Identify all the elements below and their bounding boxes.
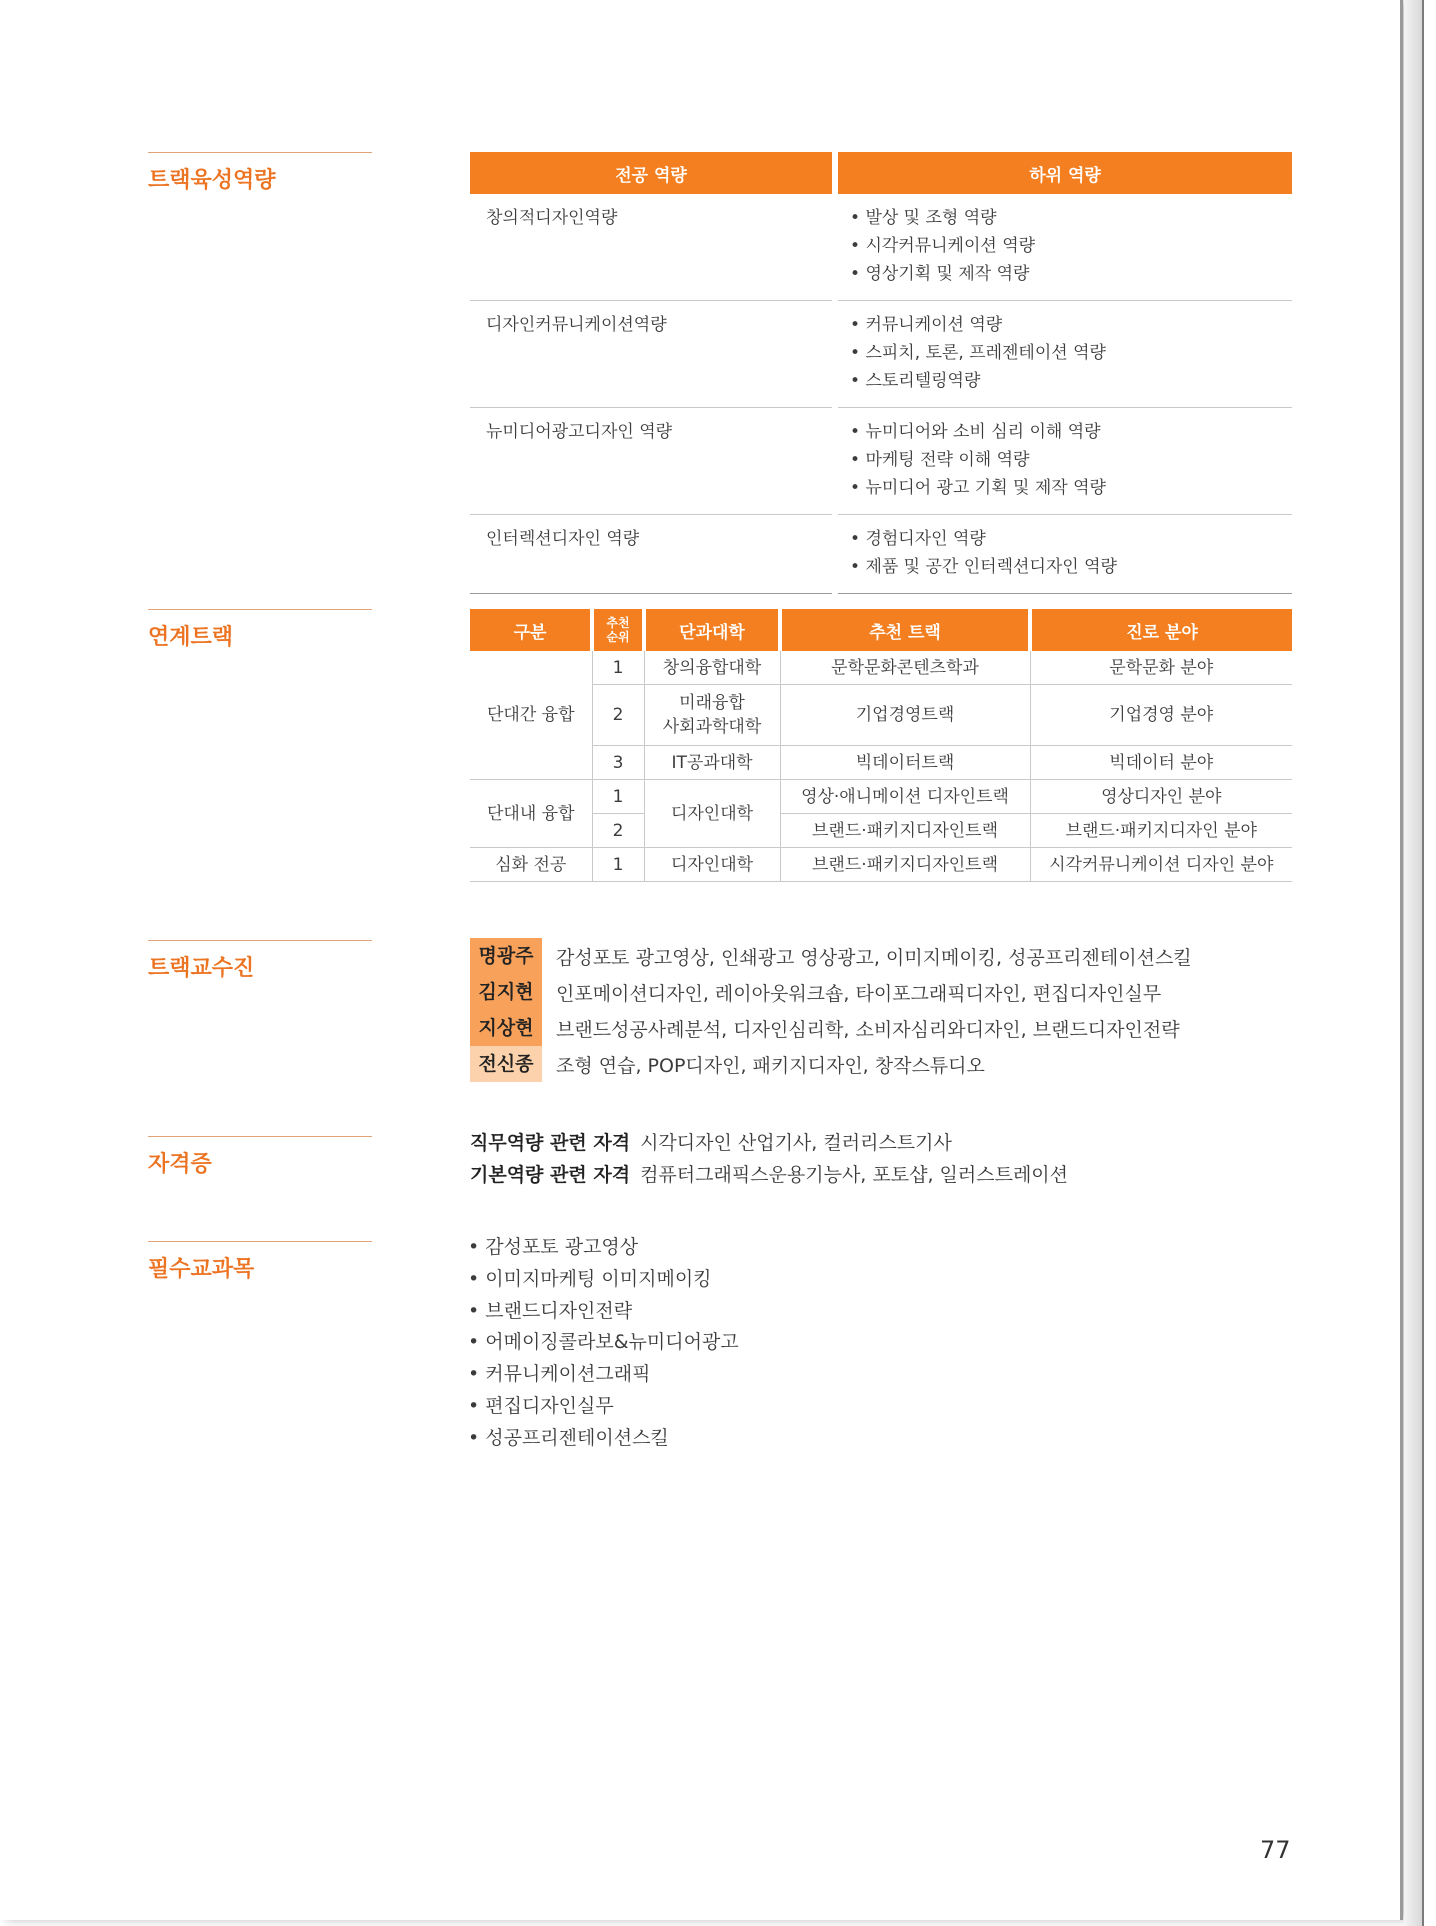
major-competency: 뉴미디어광고디자인 역량 bbox=[470, 408, 835, 515]
track-cell: 브랜드·패키지디자인트랙 bbox=[780, 848, 1030, 882]
career-cell: 시각커뮤니케이션 디자인 분야 bbox=[1030, 848, 1292, 882]
page-edge bbox=[1404, 0, 1424, 1926]
column-header: 하위 역량 bbox=[835, 152, 1292, 194]
group-cell: 심화 전공 bbox=[470, 848, 592, 882]
track-cell: 빅데이터트랙 bbox=[780, 746, 1030, 780]
column-header: 단과대학 bbox=[644, 609, 780, 651]
faculty-list bbox=[470, 938, 1192, 1082]
faculty-name: 김지현 bbox=[470, 974, 542, 1010]
certificate-label: 직무역량 관련 자격 bbox=[470, 1132, 631, 1154]
career-cell: 문학문화 분야 bbox=[1030, 651, 1292, 685]
college-cell: 창의융합대학 bbox=[644, 651, 780, 685]
career-cell: 기업경영 분야 bbox=[1030, 685, 1292, 746]
rank-cell: 3 bbox=[592, 746, 644, 780]
list-item: • 커뮤니케이션그래픽 bbox=[468, 1359, 739, 1391]
track-cell: 기업경영트랙 bbox=[780, 685, 1030, 746]
faculty-row bbox=[470, 1046, 1192, 1082]
rank-cell: 2 bbox=[592, 685, 644, 746]
column-header: 추천 순위 bbox=[592, 609, 644, 651]
table-row bbox=[470, 408, 1292, 515]
table-row bbox=[470, 848, 1292, 882]
rank-cell: 1 bbox=[592, 780, 644, 814]
required-courses-list bbox=[468, 1232, 739, 1455]
major-competency: 디자인커뮤니케이션역량 bbox=[470, 301, 835, 408]
faculty-courses: 조형 연습, POP디자인, 패키지디자인, 창작스튜디오 bbox=[556, 1054, 985, 1077]
sub-competencies: • 뉴미디어와 소비 심리 이해 역량 • 마케팅 전략 이해 역량 • 뉴미디어 광고 기획 및 제작 역량 bbox=[835, 408, 1292, 515]
certificate-row bbox=[470, 1127, 1068, 1159]
linked-tracks-table bbox=[470, 609, 1292, 882]
rank-cell: 1 bbox=[592, 848, 644, 882]
certificate-value: 시각디자인 산업기사, 컬러리스트기사 bbox=[640, 1132, 952, 1154]
career-cell: 빅데이터 분야 bbox=[1030, 746, 1292, 780]
career-cell: 영상디자인 분야 bbox=[1030, 780, 1292, 814]
track-cell: 영상·애니메이션 디자인트랙 bbox=[780, 780, 1030, 814]
faculty-courses: 브랜드성공사례분석, 디자인심리학, 소비자심리와디자인, 브랜드디자인전략 bbox=[556, 1018, 1180, 1041]
faculty-name: 명광주 bbox=[470, 938, 542, 974]
column-header: 전공 역량 bbox=[470, 152, 835, 194]
column-header: 구분 bbox=[470, 609, 592, 651]
major-competency: 창의적디자인역량 bbox=[470, 194, 835, 301]
section-title-certificates: 자격증 bbox=[148, 1136, 372, 1178]
list-item: • 편집디자인실무 bbox=[468, 1391, 739, 1423]
track-cell: 문학문화콘텐츠학과 bbox=[780, 651, 1030, 685]
group-cell: 단대간 융합 bbox=[470, 651, 592, 780]
certificate-row bbox=[470, 1159, 1068, 1191]
list-item: • 브랜드디자인전략 bbox=[468, 1296, 739, 1328]
faculty-courses: 감성포토 광고영상, 인쇄광고 영상광고, 이미지메이킹, 성공프리젠테이션스킬 bbox=[556, 946, 1192, 969]
column-header: 진로 분야 bbox=[1030, 609, 1292, 651]
section-title-linked-tracks: 연계트랙 bbox=[148, 609, 372, 651]
sub-competencies: • 발상 및 조형 역량 • 시각커뮤니케이션 역량 • 영상기획 및 제작 역량 bbox=[835, 194, 1292, 301]
group-cell: 단대내 융합 bbox=[470, 780, 592, 848]
faculty-courses: 인포메이션디자인, 레이아웃워크숍, 타이포그래픽디자인, 편집디자인실무 bbox=[556, 982, 1162, 1005]
rank-cell: 1 bbox=[592, 651, 644, 685]
major-competency: 인터렉션디자인 역량 bbox=[470, 515, 835, 594]
faculty-row bbox=[470, 938, 1192, 974]
section-title-faculty: 트랙교수진 bbox=[148, 940, 372, 982]
table-row bbox=[470, 746, 1292, 780]
college-cell: IT공과대학 bbox=[644, 746, 780, 780]
sub-competencies: • 경험디자인 역량 • 제품 및 공간 인터렉션디자인 역량 bbox=[835, 515, 1292, 594]
list-item: • 성공프리젠테이션스킬 bbox=[468, 1423, 739, 1455]
faculty-row bbox=[470, 1010, 1192, 1046]
list-item: • 감성포토 광고영상 bbox=[468, 1232, 739, 1264]
table-row bbox=[470, 814, 1292, 848]
certificate-value: 컴퓨터그래픽스운용기능사, 포토샵, 일러스트레이션 bbox=[640, 1164, 1069, 1186]
table-row bbox=[470, 194, 1292, 301]
page-number: 77 bbox=[1260, 1836, 1291, 1864]
section-title-required-courses: 필수교과목 bbox=[148, 1241, 372, 1283]
certificates-list bbox=[470, 1127, 1068, 1191]
sub-competencies: • 커뮤니케이션 역량 • 스피치, 토론, 프레젠테이션 역량 • 스토리텔링역량 bbox=[835, 301, 1292, 408]
list-item: • 이미지마케팅 이미지메이킹 bbox=[468, 1264, 739, 1296]
rank-cell: 2 bbox=[592, 814, 644, 848]
track-cell: 브랜드·패키지디자인트랙 bbox=[780, 814, 1030, 848]
career-cell: 브랜드·패키지디자인 분야 bbox=[1030, 814, 1292, 848]
college-cell: 디자인대학 bbox=[644, 780, 780, 848]
faculty-row bbox=[470, 974, 1192, 1010]
faculty-name: 전신종 bbox=[470, 1046, 542, 1082]
table-row bbox=[470, 780, 1292, 814]
list-item: • 어메이징콜라보&뉴미디어광고 bbox=[468, 1327, 739, 1359]
table-row bbox=[470, 651, 1292, 685]
competency-table bbox=[470, 152, 1292, 594]
table-row bbox=[470, 515, 1292, 594]
faculty-name: 지상현 bbox=[470, 1010, 542, 1046]
section-title-competency: 트랙육성역량 bbox=[148, 152, 372, 194]
column-header: 추천 트랙 bbox=[780, 609, 1030, 651]
certificate-label: 기본역량 관련 자격 bbox=[470, 1164, 631, 1186]
college-cell: 미래융합 사회과학대학 bbox=[644, 685, 780, 746]
table-row bbox=[470, 301, 1292, 408]
college-cell: 디자인대학 bbox=[644, 848, 780, 882]
table-row bbox=[470, 685, 1292, 746]
